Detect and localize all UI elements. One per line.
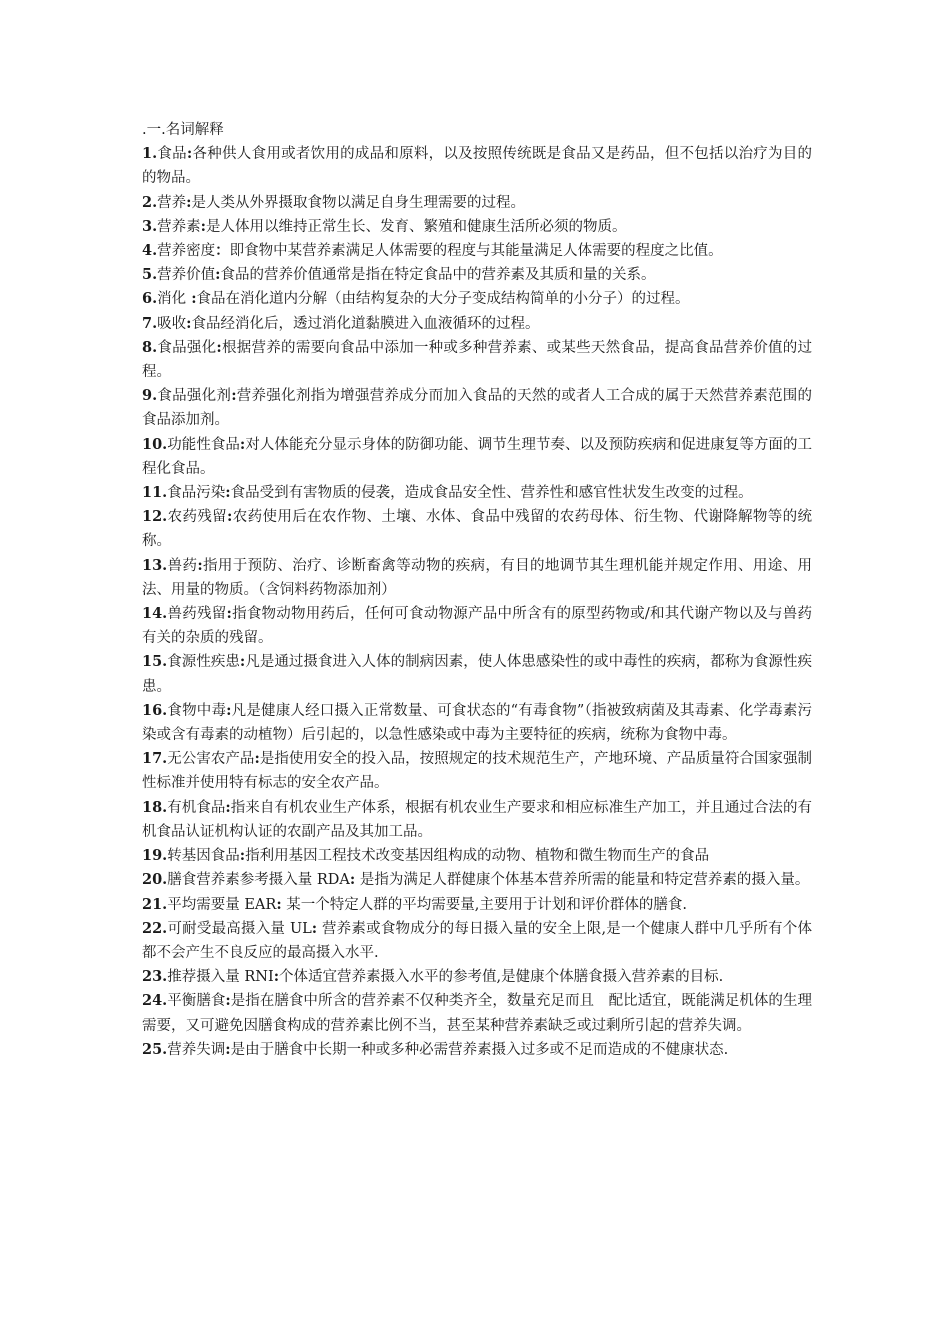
definition-entry xyxy=(142,312,812,336)
entry-separator: : xyxy=(254,750,260,768)
entry-term: 食品 xyxy=(157,146,187,163)
entry-definition: 食品经消化后，透过消化道黏膜进入血液循环的过程。 xyxy=(191,315,540,332)
definition-entry xyxy=(142,965,812,989)
entry-number: 24. xyxy=(142,992,168,1010)
entry-definition: 凡是健康人经口摄入正常数量、可食状态的“有毒食物”（指被致病菌及其毒素、化学毒素污染或含有毒素的动植物）后引起的，以急性感染或中毒为主要特征的疾病，统称为食物中毒。 xyxy=(142,702,812,744)
definition-entry xyxy=(142,554,812,602)
entry-number: 17. xyxy=(142,750,168,768)
entry-number: 7. xyxy=(142,314,158,332)
entry-number: 15. xyxy=(142,653,168,671)
entry-number: 9. xyxy=(142,387,158,405)
entry-separator: : xyxy=(226,701,232,719)
entry-separator: : xyxy=(349,871,356,889)
entry-term: 推荐摄入量 RNI xyxy=(167,969,274,986)
entry-definition: 对人体能充分显示身体的防御功能、调节生理节奏、以及预防疾病和促进康复等方面的工程化食品。 xyxy=(142,436,812,477)
entry-definition: 食品受到有害物质的侵袭，造成食品安全性、营养性和感官性状发生改变的过程。 xyxy=(230,485,753,502)
entry-definition: 是指在膳食中所含的营养素不仅种类齐全，数量充足而且 配比适宜，既能满足机体的生理需要，又可避免因膳食构成的营养素比例不当，甚至某种营养素缺乏或过剩所引起的营养失调。 xyxy=(142,993,812,1034)
entry-separator: : xyxy=(227,508,233,526)
entry-definition: 指来自有机农业生产体系，根据有机农业生产要求和相应标准生产加工，并且通过合法的有机食品认证机构认证的农副产品及其加工品。 xyxy=(142,799,812,840)
entry-definition: 各种供人食用或者饮用的成品和原料，以及按照传统既是食品又是药品，但不包括以治疗为目的的物品。 xyxy=(142,146,813,187)
definition-entry xyxy=(142,239,812,263)
entry-term: 功能性食品 xyxy=(167,436,240,453)
entry-separator: : xyxy=(186,193,192,211)
definition-entry xyxy=(142,893,812,917)
entry-separator: : xyxy=(225,992,231,1010)
entry-number: 20. xyxy=(142,871,168,889)
entry-separator: : xyxy=(225,1040,231,1058)
entry-term: 平均需要量 EAR xyxy=(167,896,277,913)
definition-entry xyxy=(142,336,812,384)
entry-separator: : xyxy=(276,895,282,913)
entry-separator: ： xyxy=(215,242,230,260)
definition-entry xyxy=(142,433,812,481)
entry-term: 平衡膳食 xyxy=(167,993,226,1010)
entry-term: 食物中毒 xyxy=(167,702,227,719)
entry-definition: 营养素或食物成分的每日摄入量的安全上限,是一个健康人群中几乎所有个体都不会产生不良反应的最高摄入水平. xyxy=(142,920,812,961)
entry-separator: : xyxy=(186,290,197,308)
entry-separator: : xyxy=(231,387,237,405)
entry-number: 6. xyxy=(142,290,158,308)
entry-definition: 营养强化剂指为增强营养成分而加入食品的天然的或者人工合成的属于天然营养素范围的食品添加剂。 xyxy=(142,388,813,429)
entry-separator: : xyxy=(311,919,318,937)
entry-separator: : xyxy=(273,968,280,986)
entry-number: 1. xyxy=(142,145,158,163)
section-heading: .一.名词解释 xyxy=(142,122,224,138)
entry-definition: 是指使用安全的投入品，按照规定的技术规范生产，产地环境、产品质量符合国家强制性标准并使用特有标志的安全农产品。 xyxy=(142,751,812,792)
entry-separator: : xyxy=(200,217,206,235)
entry-number: 12. xyxy=(142,508,168,526)
entry-number: 13. xyxy=(142,556,168,574)
entry-separator: : xyxy=(186,145,193,163)
entry-definition: 凡是通过摄食进入人体的制病因素，使人体患感染性的或中毒性的疾病，都称为食源性疾患。 xyxy=(142,654,812,695)
entry-separator: : xyxy=(225,484,231,502)
entry-definition: 农药使用后在农作物、土壤、水体、食品中残留的农药母体、衍生物、代谢降解物等的统称。 xyxy=(142,509,813,550)
entry-separator: : xyxy=(186,314,192,332)
entry-definition: 指食物动物用药后，任何可食动物源产品中所含有的原型药物或/和其代谢产物以及与兽药有关的杂质的残留。 xyxy=(142,606,813,647)
entry-term: 膳食营养素参考摄入量 RDA xyxy=(167,872,350,889)
entry-term: 营养密度 xyxy=(157,243,216,260)
definition-entry xyxy=(142,917,812,965)
entry-term: 营养 xyxy=(157,194,187,211)
definition-entry xyxy=(142,481,812,505)
entry-number: 11. xyxy=(142,484,168,502)
entry-separator: : xyxy=(239,847,246,865)
definition-entry xyxy=(142,191,812,215)
entry-separator: : xyxy=(197,556,203,574)
definition-entry xyxy=(142,747,812,795)
entry-separator: : xyxy=(225,798,231,816)
definition-entry xyxy=(142,1038,812,1062)
entry-number: 2. xyxy=(142,193,158,211)
entry-term: 无公害农产品 xyxy=(167,751,255,768)
definition-entry xyxy=(142,142,812,190)
definition-entry xyxy=(142,505,812,553)
entry-definition: 是指为满足人群健康个体基本营养所需的能量和特定营养素的摄入量。 xyxy=(355,872,810,889)
entry-definition: 是人类从外界摄取食物以满足自身生理需要的过程。 xyxy=(191,194,525,211)
definition-entry xyxy=(142,699,812,747)
definition-entry xyxy=(142,868,812,892)
entry-term: 农药残留 xyxy=(167,509,228,526)
entry-term: 兽药残留 xyxy=(167,606,227,623)
definition-entry xyxy=(142,215,812,239)
entry-term: 转基因食品 xyxy=(167,848,240,865)
entry-number: 23. xyxy=(142,968,168,986)
entry-definition: 是人体用以维持正常生长、发育、繁殖和健康生活所必须的物质。 xyxy=(206,218,627,235)
entry-separator: : xyxy=(216,338,222,356)
entry-term: 营养失调 xyxy=(167,1041,226,1058)
entry-definition: 某一个特定人群的平均需要量,主要用于计划和评价群体的膳食. xyxy=(281,896,688,913)
entry-number: 8. xyxy=(142,338,158,356)
entry-term: 食品强化 xyxy=(157,339,217,356)
entry-number: 18. xyxy=(142,798,168,816)
entry-term: 营养素 xyxy=(157,218,201,235)
entry-definition: 指利用基因工程技术改变基因组构成的动物、植物和微生物而生产的食品 xyxy=(245,848,710,865)
entry-separator: : xyxy=(226,605,232,623)
entry-term: 可耐受最高摄入量 UL xyxy=(167,920,312,937)
entry-number: 5. xyxy=(142,266,158,284)
entry-number: 25. xyxy=(142,1040,168,1058)
entry-separator: : xyxy=(215,266,221,284)
entry-term: 食品强化剂 xyxy=(157,388,232,405)
entry-number: 10. xyxy=(142,435,168,453)
entry-separator: : xyxy=(239,435,246,453)
entry-number: 16. xyxy=(142,701,168,719)
entry-number: 4. xyxy=(142,242,158,260)
entry-number: 22. xyxy=(142,919,168,937)
entry-definition: 食品在消化道内分解（由结构复杂的大分子变成结构简单的小分子）的过程。 xyxy=(196,291,690,308)
definition-entry xyxy=(142,384,812,432)
definition-entry xyxy=(142,844,812,868)
definition-entry xyxy=(142,263,812,287)
entry-definition: 食品的营养价值通常是指在特定食品中的营养素及其质和量的关系。 xyxy=(220,267,656,284)
definition-entry xyxy=(142,602,812,650)
entry-definition: 个体适宜营养素摄入水平的参考值,是健康个体膳食摄入营养素的目标. xyxy=(279,969,724,986)
entry-number: 19. xyxy=(142,847,168,865)
entry-number: 3. xyxy=(142,217,158,235)
definition-list xyxy=(142,142,812,1062)
entry-term: 食品污染 xyxy=(167,485,226,502)
entry-term: 营养价值 xyxy=(157,267,216,284)
document-page xyxy=(142,118,812,1062)
entry-term: 吸收 xyxy=(157,315,187,332)
entry-number: 21. xyxy=(142,895,168,913)
entry-definition: 指用于预防、治疗、诊断畜禽等动物的疾病，有目的地调节其生理机能并规定作用、用途、用法、用量的物质。（含饲料药物添加剂） xyxy=(142,557,813,598)
entry-term: 兽药 xyxy=(167,557,198,574)
entry-term: 消化 xyxy=(157,291,187,308)
entry-term: 食源性疾患 xyxy=(167,654,240,671)
entry-term: 有机食品 xyxy=(167,799,226,816)
entry-definition: 是由于膳食中长期一种或多种必需营养素摄入过多或不足而造成的不健康状态. xyxy=(230,1041,729,1058)
definition-entry xyxy=(142,989,812,1037)
definition-entry xyxy=(142,796,812,844)
entry-number: 14. xyxy=(142,605,168,623)
definition-entry xyxy=(142,287,812,311)
entry-definition: 即食物中某营养素满足人体需要的程度与其能量满足人体需要的程度之比值。 xyxy=(229,243,723,260)
entry-separator: : xyxy=(239,653,246,671)
definition-entry xyxy=(142,650,812,698)
entry-definition: 根据营养的需要向食品中添加一种或多种营养素、或某些天然食品，提高食品营养价值的过程。 xyxy=(142,339,812,381)
